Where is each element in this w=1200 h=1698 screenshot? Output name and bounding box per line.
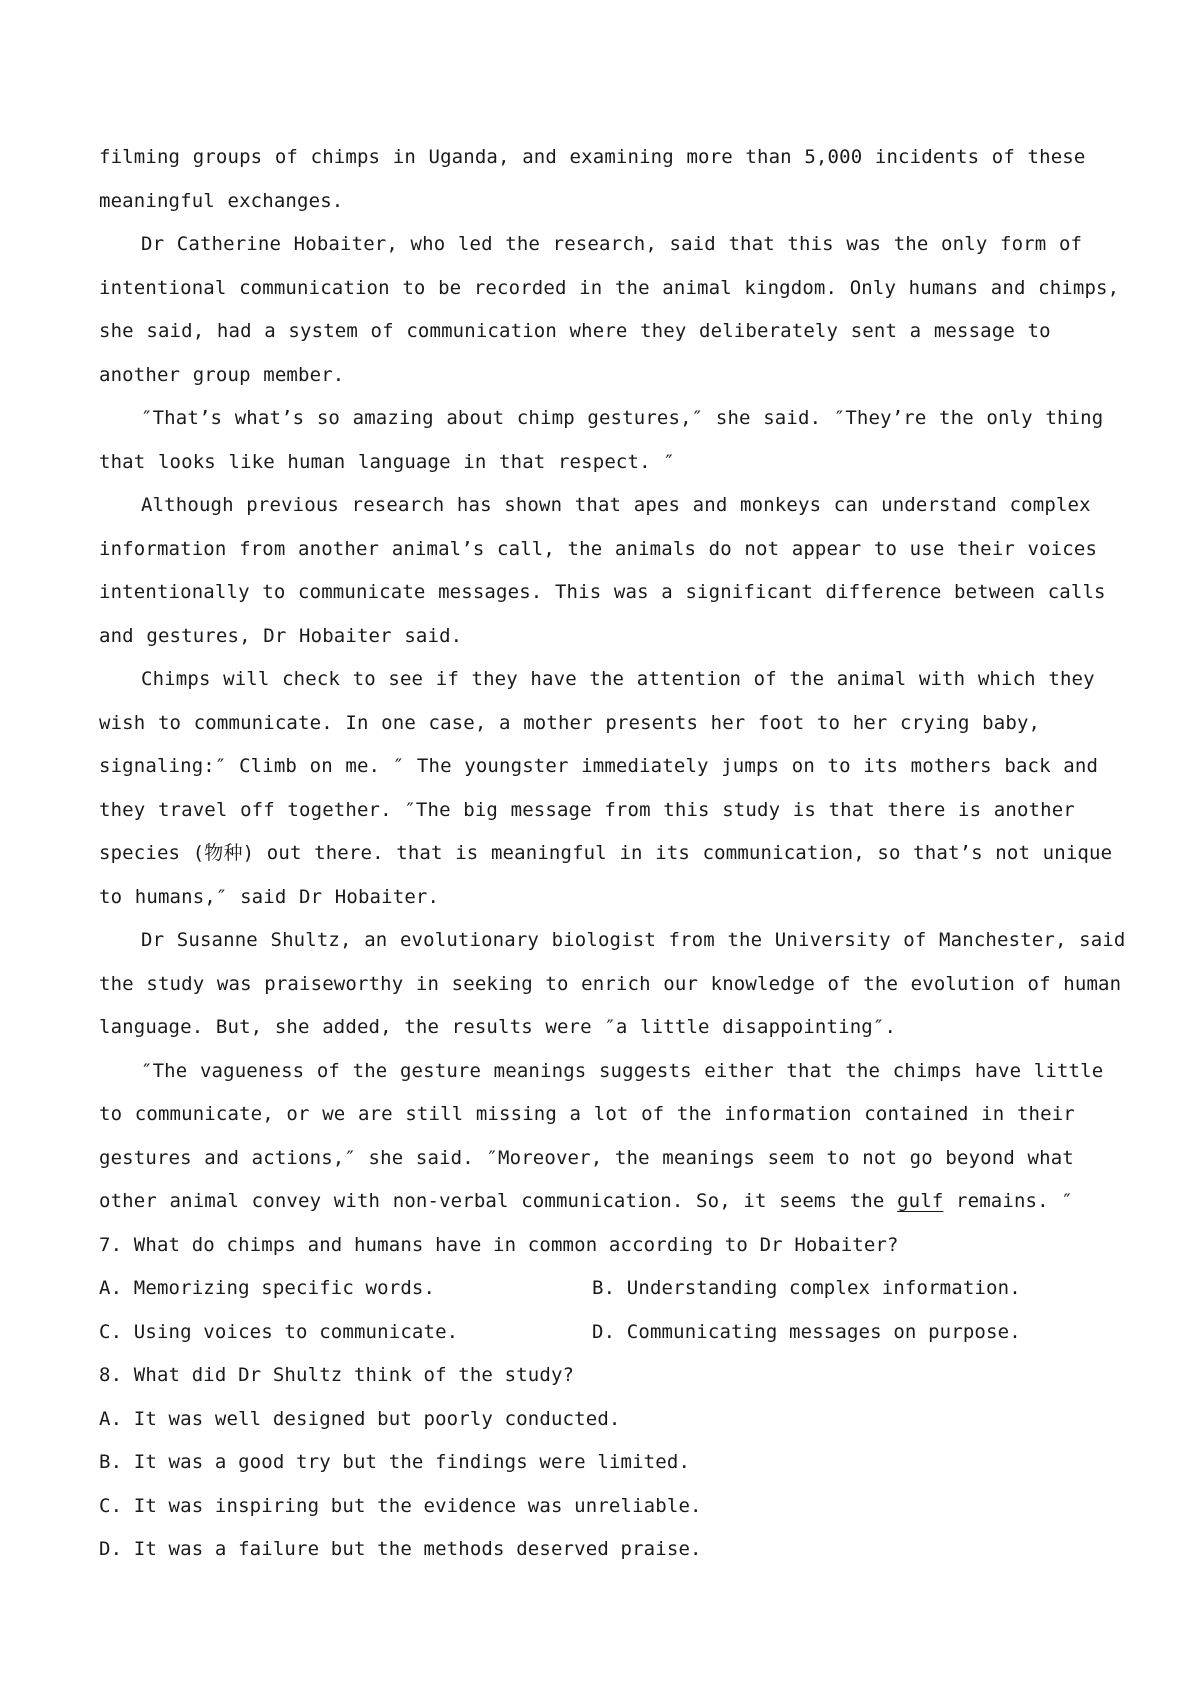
question-7-option-a: A. Memorizing specific words. <box>99 1277 436 1299</box>
question-7-options-row-2 <box>99 1311 1129 1355</box>
question-7-option-b: B. Understanding complex information. <box>592 1277 1021 1299</box>
question-7-option-d: D. Communicating messages on purpose. <box>592 1320 1021 1343</box>
question-7-options-row-1 <box>99 1267 1129 1311</box>
passage-paragraph-5: Chimps will check to see if they have the attention of the animal with which they wish to communicate. In one case, a mother presents her foot to her crying baby, signaling:″ Climb on me. ″ The youngster immediately jumps on to its mothers back and they travel off together. ″The big message from this study is that there is another species (物种) out there. that is meaningful in its communication, so that’s not unique to humans,″ said Dr Hobaiter. <box>99 668 1113 908</box>
question-8-option-c: C. It was inspiring but the evidence was unreliable. <box>99 1494 702 1517</box>
question-7-stem: 7. What do chimps and humans have in common according to Dr Hobaiter? <box>99 1233 899 1256</box>
question-7-option-c: C. Using voices to communicate. <box>99 1320 459 1343</box>
passage-paragraph-2: Dr Catherine Hobaiter, who led the research, said that this was the only form of intentional communication to be recorded in the animal kingdom. Only humans and chimps, she said, had a system of communication where they deliberately sent a message to another group member. <box>99 233 1120 386</box>
question-8-option-a: A. It was well designed but poorly conducted. <box>99 1407 621 1430</box>
paragraph-7-text-start: ″The vagueness of the gesture meanings suggests either that the chimps have little to communicate, or we are still missing a lot of the information contained in their gestures and actions,″ she said. ″Moreover, the meanings seem to not go beyond what other animal convey with non-verbal communication. So, it seems the <box>99 1059 1104 1212</box>
passage-paragraph-7 <box>99 1050 1129 1224</box>
passage-paragraph-6: Dr Susanne Shultz, an evolutionary biologist from the University of Manchester, said the study was praiseworthy in seeking to enrich our knowledge of the evolution of human language. But, she added, the results were ″a little disappointing″. <box>99 929 1126 1038</box>
question-8-option-b: B. It was a good try but the findings were limited. <box>99 1451 691 1473</box>
passage-paragraph-1: filming groups of chimps in Uganda, and examining more than 5,000 incidents of these meaningful exchanges. <box>99 146 1086 212</box>
paragraph-7-text-end: remains. ″ <box>943 1190 1073 1212</box>
question-8-option-d: D. It was a failure but the methods deserved praise. <box>99 1538 702 1560</box>
passage-paragraph-4: Although previous research has shown that apes and monkeys can understand complex information from another animal’s call, the animals do not appear to use their voices intentionally to communicate messages. This was a significant difference between calls and gestures, Dr Hobaiter said. <box>99 494 1106 647</box>
document-content <box>99 136 1129 1572</box>
question-8-stem: 8. What did Dr Shultz think of the study? <box>99 1364 575 1386</box>
passage-paragraph-3: ″That’s what’s so amazing about chimp gestures,″ she said. ″They’re the only thing that looks like human language in that respect. ″ <box>99 407 1104 473</box>
underlined-word-gulf: gulf <box>897 1190 944 1212</box>
